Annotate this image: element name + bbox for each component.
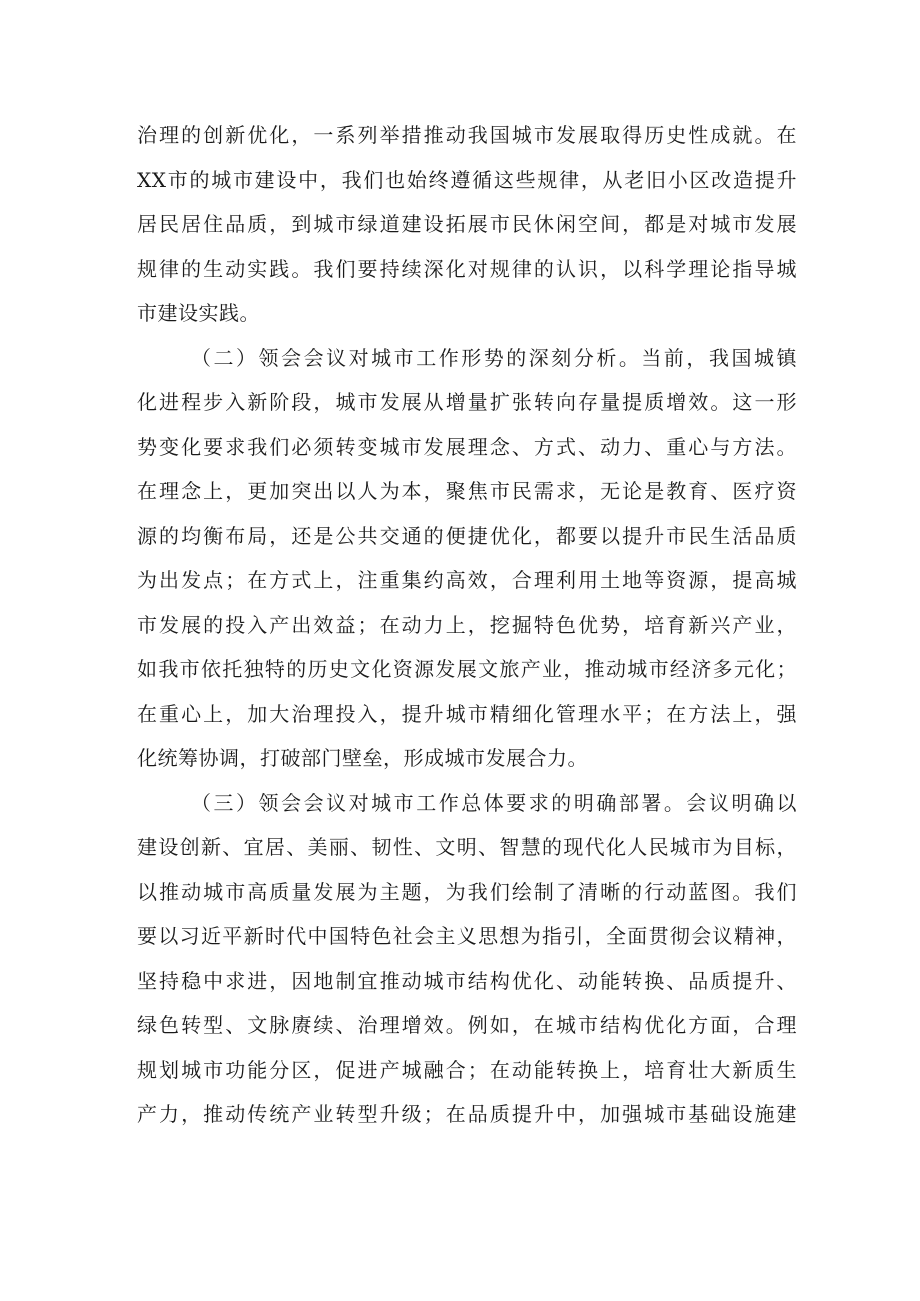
text-line: 化进程步入新阶段，城市发展从增量扩张转向存量提质增效。这一形 bbox=[137, 390, 797, 414]
text-line: 以推动城市高质量发展为主题，为我们绘制了清晰的行动蓝图。我们 bbox=[137, 879, 797, 904]
text-line: 在重心上，加大治理投入，提升城市精细化管理水平；在方法上，强 bbox=[137, 701, 797, 726]
text-line: 在理念上，更加突出以人为本，聚焦市民需求，无论是教育、医疗资 bbox=[137, 479, 797, 503]
text-line: 市建设实践。 bbox=[137, 301, 260, 325]
text-line: 如我市依托独特的历史文化资源发展文旅产业，推动城市经济多元化； bbox=[137, 657, 797, 681]
text-line: 规划城市功能分区，促进产城融合；在动能转换上，培育壮大新质生 bbox=[137, 1057, 797, 1082]
text-line: 居民居住品质，到城市绿道建设拓展市民休闲空间，都是对城市发展 bbox=[137, 212, 797, 236]
text-line: 坚持稳中求进，因地制宜推动城市结构优化、动能转换、品质提升、 bbox=[137, 968, 797, 993]
text-line: 治理的创新优化，一系列举措推动我国城市发展取得历史性成就。在 bbox=[137, 123, 797, 147]
text-line: XX市的城市建设中，我们也始终遵循这些规律，从老旧小区改造提升 bbox=[137, 167, 797, 192]
paragraph-heading-line: （三）领会会议对城市工作总体要求的明确部署。会议明确以 bbox=[191, 790, 797, 815]
text-line: 建设创新、宜居、美丽、韧性、文明、智慧的现代化人民城市为目标， bbox=[137, 835, 797, 859]
text-line: 要以习近平新时代中国特色社会主义思想为指引，全面贯彻会议精神， bbox=[137, 924, 797, 948]
text-line: 产力，推动传统产业转型升级；在品质提升中，加强城市基础设施建 bbox=[137, 1102, 797, 1126]
paragraph-heading-line: （二）领会会议对城市工作形势的深刻分析。当前，我国城镇 bbox=[191, 345, 797, 370]
text-line: 绿色转型、文脉赓续、治理增效。例如，在城市结构优化方面，合理 bbox=[137, 1013, 797, 1037]
text-line: 化统筹协调，打破部门壁垒，形成城市发展合力。 bbox=[137, 746, 588, 770]
text-line: 势变化要求我们必须转变城市发展理念、方式、动力、重心与方法。 bbox=[137, 434, 797, 459]
text-line: 市发展的投入产出效益；在动力上，挖掘特色优势，培育新兴产业， bbox=[137, 612, 797, 637]
text-line: 为出发点；在方式上，注重集约高效，合理利用土地等资源，提高城 bbox=[137, 568, 797, 592]
document-body bbox=[137, 113, 797, 1137]
text-line: 规律的生动实践。我们要持续深化对规律的认识，以科学理论指导城 bbox=[137, 256, 797, 281]
text-line: 源的均衡布局，还是公共交通的便捷优化，都要以提升市民生活品质 bbox=[137, 523, 797, 548]
